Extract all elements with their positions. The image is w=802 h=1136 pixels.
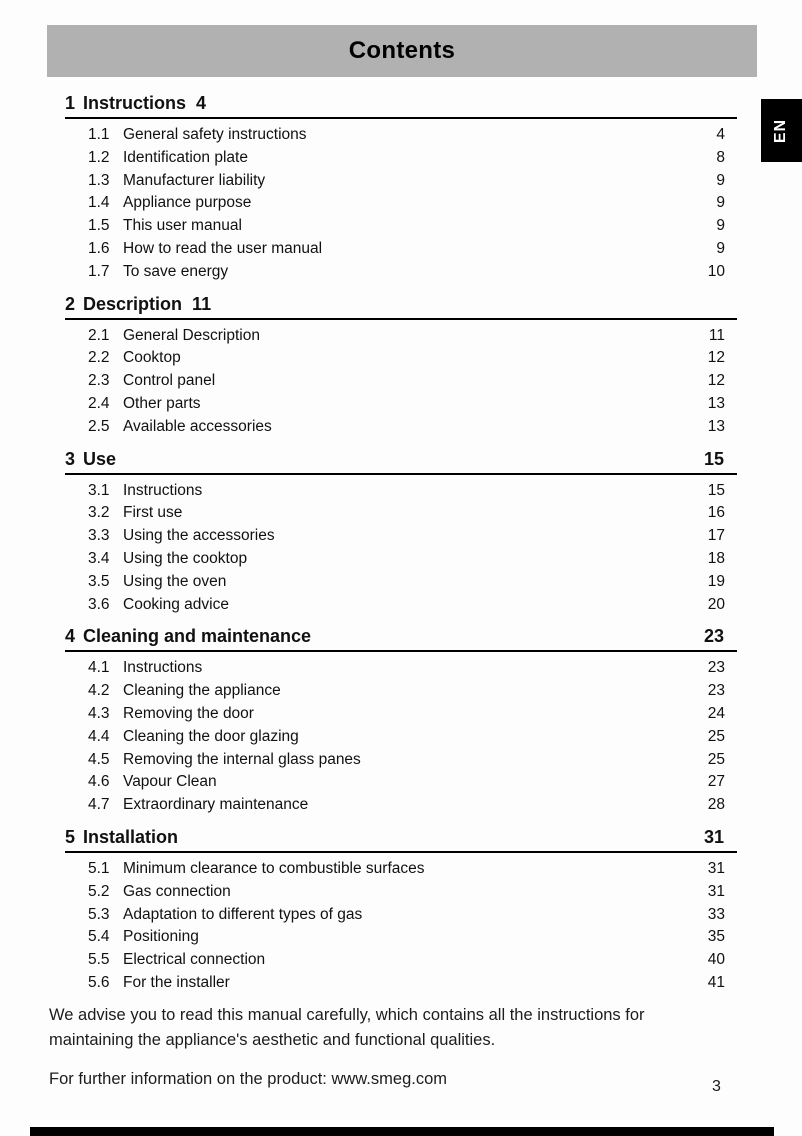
toc-item bbox=[65, 480, 737, 503]
toc-item bbox=[65, 502, 737, 525]
toc-item-number: 1.6 bbox=[88, 239, 110, 257]
toc-item-number: 2.4 bbox=[88, 394, 110, 412]
toc-item-number: 4.5 bbox=[88, 750, 110, 768]
toc-item bbox=[65, 858, 737, 881]
section-title: Cleaning and maintenance bbox=[83, 626, 312, 647]
toc-item-number: 3.1 bbox=[88, 481, 110, 499]
toc-item-number: 1.3 bbox=[88, 171, 110, 189]
toc-section-header bbox=[65, 448, 737, 475]
toc-item-page-number: 19 bbox=[707, 572, 725, 590]
toc-item-number: 2.3 bbox=[88, 372, 110, 390]
toc-item bbox=[65, 393, 737, 416]
toc-item-page-number: 11 bbox=[708, 326, 725, 344]
toc-item-page-number: 25 bbox=[707, 750, 725, 768]
toc-item-title: Instructions bbox=[123, 481, 203, 499]
toc-item bbox=[65, 749, 737, 772]
toc-item-number: 1.2 bbox=[88, 148, 110, 166]
toc-section-header bbox=[65, 293, 737, 320]
toc-item-page-number: 40 bbox=[707, 951, 725, 969]
toc-item bbox=[65, 926, 737, 949]
toc-item-page-number: 27 bbox=[707, 773, 725, 791]
section-number: 3 bbox=[65, 448, 76, 469]
toc-item-title: Manufacturer liability bbox=[123, 171, 266, 189]
toc-item bbox=[65, 972, 737, 995]
toc bbox=[65, 92, 737, 1004]
toc-item-page-number: 23 bbox=[707, 682, 725, 700]
toc-item-title: Extraordinary maintenance bbox=[123, 796, 309, 814]
toc-item-number: 3.5 bbox=[88, 572, 110, 590]
section-number: 5 bbox=[65, 826, 76, 847]
page-number: 3 bbox=[712, 1078, 721, 1095]
toc-item-title: Removing the internal glass panes bbox=[123, 750, 361, 768]
toc-item-number: 3.4 bbox=[88, 549, 110, 567]
toc-item-title: First use bbox=[123, 504, 183, 522]
toc-item-number: 4.3 bbox=[88, 704, 110, 722]
toc-item-title: Cooking advice bbox=[123, 595, 229, 613]
toc-item-title: To save energy bbox=[123, 262, 229, 280]
toc-item-title: How to read the user manual bbox=[123, 239, 323, 257]
toc-item bbox=[65, 548, 737, 571]
toc-item bbox=[65, 571, 737, 594]
toc-item-page-number: 35 bbox=[707, 928, 725, 946]
toc-item-title: Other parts bbox=[123, 394, 201, 412]
toc-item-number: 1.5 bbox=[88, 217, 110, 235]
toc-section bbox=[65, 826, 737, 995]
page-title: Contents bbox=[348, 37, 456, 64]
toc-item-page-number: 8 bbox=[716, 148, 725, 166]
toc-item-number: 5.5 bbox=[88, 951, 110, 969]
toc-item-page-number: 9 bbox=[716, 217, 725, 235]
toc-item-number: 4.2 bbox=[88, 682, 110, 700]
section-number: 2 bbox=[65, 293, 76, 314]
toc-item-number: 3.3 bbox=[88, 527, 110, 545]
toc-item-page-number: 16 bbox=[707, 504, 725, 522]
toc-section-header bbox=[65, 625, 737, 652]
toc-item-page-number: 28 bbox=[707, 796, 725, 814]
toc-item bbox=[65, 525, 737, 548]
toc-item-page-number: 9 bbox=[716, 171, 725, 189]
toc-item bbox=[65, 657, 737, 680]
toc-item bbox=[65, 261, 737, 284]
toc-item-number: 4.6 bbox=[88, 773, 110, 791]
toc-item-page-number: 31 bbox=[707, 882, 725, 900]
toc-item-number: 4.7 bbox=[88, 796, 110, 814]
toc-item-title: Positioning bbox=[123, 928, 199, 946]
language-tab-label: EN bbox=[772, 118, 790, 143]
toc-item-title: Appliance purpose bbox=[123, 194, 252, 212]
toc-item-number: 2.2 bbox=[88, 349, 110, 367]
toc-item-page-number: 4 bbox=[716, 126, 725, 143]
toc-item-page-number: 13 bbox=[707, 417, 725, 435]
toc-item-title: Instructions bbox=[123, 659, 203, 677]
section-number: 1 bbox=[65, 93, 76, 113]
toc-item-page-number: 13 bbox=[707, 394, 725, 412]
contents-header-bar bbox=[47, 25, 757, 77]
section-number: 4 bbox=[65, 626, 76, 647]
toc-item bbox=[65, 771, 737, 794]
section-page-number: 31 bbox=[703, 826, 724, 847]
toc-item bbox=[65, 794, 737, 817]
toc-item-page-number: 31 bbox=[707, 859, 725, 877]
section-title: Instructions bbox=[83, 93, 187, 113]
toc-item-page-number: 15 bbox=[707, 481, 725, 499]
toc-item-page-number: 9 bbox=[716, 239, 725, 257]
toc-item-number: 5.2 bbox=[88, 882, 110, 900]
toc-item-number: 1.4 bbox=[88, 194, 110, 212]
toc-item bbox=[65, 703, 737, 726]
toc-section-header bbox=[65, 826, 737, 853]
toc-item-page-number: 33 bbox=[707, 905, 725, 923]
toc-section-header bbox=[65, 92, 737, 119]
toc-item-title: Control panel bbox=[123, 372, 216, 390]
toc-item bbox=[65, 594, 737, 617]
toc-item bbox=[65, 238, 737, 261]
toc-item-title: General Description bbox=[123, 326, 260, 344]
toc-item-number: 4.1 bbox=[88, 659, 110, 677]
toc-section bbox=[65, 448, 737, 617]
toc-item-number: 5.6 bbox=[88, 973, 110, 991]
toc-section bbox=[65, 293, 737, 439]
section-title: Installation bbox=[83, 826, 179, 847]
toc-item-title: Using the cooktop bbox=[123, 549, 248, 567]
toc-item-page-number: 25 bbox=[707, 727, 725, 745]
toc-item-number: 3.2 bbox=[88, 504, 110, 522]
toc-item-number: 1.7 bbox=[88, 262, 110, 280]
toc-item-page-number: 23 bbox=[707, 659, 725, 677]
toc-item-title: This user manual bbox=[123, 217, 242, 235]
toc-item bbox=[65, 904, 737, 927]
toc-item bbox=[65, 416, 737, 439]
toc-item-page-number: 17 bbox=[707, 527, 725, 545]
toc-item-number: 4.4 bbox=[88, 727, 110, 745]
toc-item-number: 2.1 bbox=[88, 326, 110, 344]
toc-item bbox=[65, 347, 737, 370]
toc-item-title: Gas connection bbox=[123, 882, 231, 900]
section-page-number: 15 bbox=[703, 448, 724, 469]
toc-item-title: Using the accessories bbox=[123, 527, 275, 545]
toc-item-title: Vapour Clean bbox=[123, 773, 217, 791]
bottom-edge-rule bbox=[30, 1127, 774, 1136]
footer-info-text: For further information on the product: www.smeg.com bbox=[49, 1070, 447, 1088]
toc-item-title: Electrical connection bbox=[123, 951, 266, 969]
toc-item-title: Identification plate bbox=[123, 148, 248, 166]
toc-item-number: 5.3 bbox=[88, 905, 110, 923]
toc-item bbox=[65, 147, 737, 170]
toc-item bbox=[65, 124, 737, 147]
language-tab bbox=[761, 99, 802, 162]
section-title: Description bbox=[83, 293, 183, 314]
toc-item-page-number: 9 bbox=[716, 194, 725, 212]
toc-item-page-number: 12 bbox=[707, 372, 725, 390]
toc-item-title: Removing the door bbox=[123, 704, 254, 722]
toc-item bbox=[65, 192, 737, 215]
toc-item-title: Minimum clearance to combustible surfaces bbox=[123, 859, 425, 877]
toc-item bbox=[65, 680, 737, 703]
section-page-number: 4 bbox=[196, 93, 207, 113]
footer-note bbox=[49, 1003, 714, 1092]
toc-item bbox=[65, 215, 737, 238]
toc-item bbox=[65, 949, 737, 972]
toc-item-title: Using the oven bbox=[123, 572, 227, 590]
toc-item-number: 2.5 bbox=[88, 417, 110, 435]
toc-item-title: Available accessories bbox=[123, 417, 272, 435]
toc-item bbox=[65, 881, 737, 904]
section-page-number: 11 bbox=[192, 293, 212, 314]
toc-item-number: 1.1 bbox=[88, 126, 110, 143]
toc-item-number: 5.4 bbox=[88, 928, 110, 946]
toc-item-title: Cooktop bbox=[123, 349, 181, 367]
toc-item-title: Adaptation to different types of gas bbox=[123, 905, 363, 923]
section-page-number: 23 bbox=[703, 626, 724, 647]
toc-item-title: General safety instructions bbox=[123, 126, 307, 143]
toc-section bbox=[65, 92, 737, 284]
toc-section bbox=[65, 625, 737, 817]
toc-item-page-number: 41 bbox=[707, 973, 725, 991]
toc-item-title: Cleaning the appliance bbox=[123, 682, 281, 700]
toc-item-number: 5.1 bbox=[88, 859, 110, 877]
toc-item-page-number: 10 bbox=[707, 262, 725, 280]
section-title: Use bbox=[83, 448, 117, 469]
toc-item-title: Cleaning the door glazing bbox=[123, 727, 299, 745]
toc-item-page-number: 12 bbox=[707, 349, 725, 367]
toc-item-title: For the installer bbox=[123, 973, 230, 991]
toc-item-number: 3.6 bbox=[88, 595, 110, 613]
toc-item bbox=[65, 170, 737, 193]
toc-item bbox=[65, 325, 737, 348]
toc-item-page-number: 24 bbox=[707, 704, 725, 722]
toc-item-page-number: 20 bbox=[707, 595, 725, 613]
toc-item-page-number: 18 bbox=[707, 549, 725, 567]
toc-item bbox=[65, 370, 737, 393]
footer-advice-text: We advise you to read this manual carefully, which contains all the instructions for maintaining the appliance's aesthetic and functional qualities. bbox=[49, 1006, 645, 1049]
toc-item bbox=[65, 726, 737, 749]
